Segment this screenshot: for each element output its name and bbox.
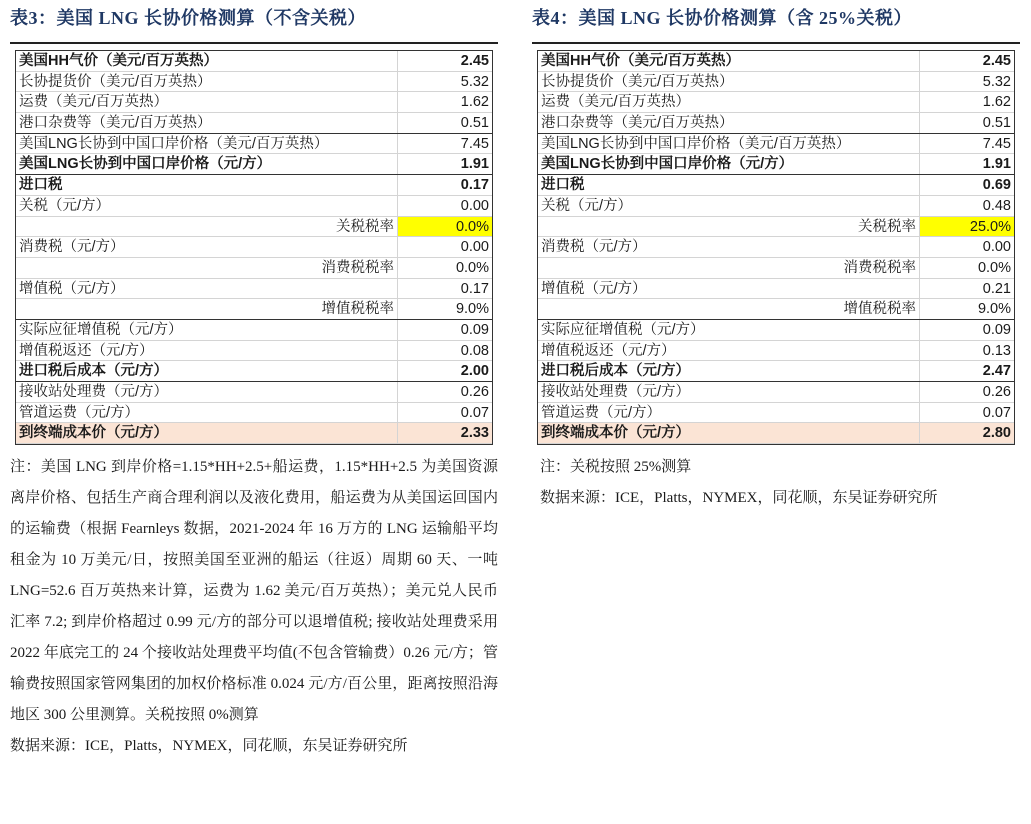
row-label: 管道运费（元/方） <box>538 403 920 423</box>
row-value: 0.08 <box>460 342 489 359</box>
table-row <box>16 51 492 72</box>
row-label: 进口税后成本（元/方） <box>16 361 398 381</box>
row-label: 增值税返还（元/方） <box>16 341 398 361</box>
row-value: 0.07 <box>460 404 489 421</box>
row-value: 25.0% <box>920 217 1014 237</box>
row-value: 2.33 <box>460 425 489 442</box>
row-label: 美国LNG长协到中国口岸价格（美元/百万英热） <box>538 134 920 154</box>
table-row <box>538 403 1014 424</box>
row-value: 0.00 <box>460 239 489 256</box>
table-row <box>538 154 1014 175</box>
table-row <box>538 341 1014 362</box>
table-row <box>538 175 1014 196</box>
row-value: 0.26 <box>982 384 1011 400</box>
table-row <box>16 258 492 279</box>
table-row <box>538 237 1014 258</box>
row-label: 实际应征增值税（元/方） <box>16 320 398 340</box>
row-value: 0.26 <box>460 384 489 400</box>
row-label: 美国LNG长协到中国口岸价格（美元/百万英热） <box>16 134 398 154</box>
row-value: 0.07 <box>982 404 1011 421</box>
row-label: 到终端成本价（元/方） <box>16 423 398 443</box>
row-value: 9.0% <box>977 301 1011 318</box>
table-row <box>16 175 492 196</box>
table-row <box>538 196 1014 217</box>
table-row <box>16 299 492 320</box>
row-label: 运费（美元/百万英热） <box>538 92 920 112</box>
row-value: 0.69 <box>982 177 1011 194</box>
row-label: 关税税率 <box>538 217 920 237</box>
row-value: 0.51 <box>982 115 1011 132</box>
row-label: 增值税税率 <box>538 299 920 319</box>
row-value: 0.0% <box>398 217 492 237</box>
table-row <box>16 320 492 341</box>
table-row <box>538 51 1014 72</box>
table-4-note: 注：关税按照 25%测算 <box>540 459 692 475</box>
table-row <box>538 72 1014 93</box>
table-row <box>538 279 1014 300</box>
row-label: 接收站处理费（元/方） <box>538 382 920 402</box>
table-row <box>538 113 1014 134</box>
row-label: 长协提货价（美元/百万英热） <box>538 72 920 92</box>
row-label: 消费税（元/方） <box>16 237 398 257</box>
table-row <box>16 154 492 175</box>
row-value: 0.09 <box>460 321 489 338</box>
row-label: 消费税（元/方） <box>538 237 920 257</box>
table-row <box>16 382 492 403</box>
row-value: 1.91 <box>982 156 1011 173</box>
row-value: 0.21 <box>982 280 1011 297</box>
row-value: 1.91 <box>460 156 489 173</box>
row-label: 接收站处理费（元/方） <box>16 382 398 402</box>
row-label: 关税（元/方） <box>16 196 398 216</box>
row-label: 关税税率 <box>16 217 398 237</box>
table-4-frame <box>532 42 1020 442</box>
row-label: 港口杂费等（美元/百万英热） <box>16 113 398 133</box>
row-label: 到终端成本价（元/方） <box>538 423 920 443</box>
row-value: 0.00 <box>460 197 489 214</box>
table-3-frame <box>10 42 498 442</box>
table-row <box>16 403 492 424</box>
table-row <box>16 92 492 113</box>
table-3-source: 数据来源：ICE，Platts，NYMEX，同花顺，东吴证券研究所 <box>10 738 408 754</box>
row-value: 0.0% <box>455 259 489 276</box>
row-value: 2.00 <box>460 363 489 380</box>
row-label: 美国LNG长协到中国口岸价格（元/方） <box>538 154 920 174</box>
row-value: 5.32 <box>460 73 489 90</box>
row-label: 管道运费（元/方） <box>16 403 398 423</box>
row-label: 美国LNG长协到中国口岸价格（元/方） <box>16 154 398 174</box>
table-row <box>538 258 1014 279</box>
row-label: 美国HH气价（美元/百万英热） <box>538 51 920 71</box>
table-row <box>538 299 1014 320</box>
row-value: 7.45 <box>460 135 489 152</box>
row-value: 0.09 <box>982 321 1011 338</box>
table-row <box>538 423 1014 444</box>
table-row <box>16 237 492 258</box>
row-value: 2.47 <box>982 363 1011 380</box>
table-row <box>538 92 1014 113</box>
row-value: 2.45 <box>982 53 1011 69</box>
row-value: 1.62 <box>982 94 1011 111</box>
table-3 <box>15 50 493 445</box>
table-row <box>538 217 1014 238</box>
row-value: 0.17 <box>460 280 489 297</box>
row-value: 5.32 <box>982 73 1011 90</box>
row-label: 增值税（元/方） <box>538 279 920 299</box>
row-label: 运费（美元/百万英热） <box>16 92 398 112</box>
row-value: 0.00 <box>982 239 1011 256</box>
table-row <box>538 361 1014 382</box>
table-row <box>16 134 492 155</box>
table-row <box>16 361 492 382</box>
row-label: 关税（元/方） <box>538 196 920 216</box>
row-value: 2.80 <box>982 425 1011 442</box>
table-3-notes <box>10 452 498 762</box>
row-label: 进口税 <box>538 175 920 195</box>
row-value: 2.45 <box>460 53 489 69</box>
table-4-title: 表4：美国 LNG 长协价格测算（含 25%关税） <box>532 8 913 28</box>
row-label: 进口税 <box>16 175 398 195</box>
table-row <box>16 279 492 300</box>
table-row <box>16 341 492 362</box>
table-4-source: 数据来源：ICE，Platts，NYMEX，同花顺，东吴证券研究所 <box>540 490 938 506</box>
table-row <box>538 382 1014 403</box>
row-label: 消费税税率 <box>16 258 398 278</box>
table-row <box>16 423 492 444</box>
table-row <box>16 72 492 93</box>
row-value: 0.17 <box>460 177 489 194</box>
table-row <box>16 113 492 134</box>
table-row <box>16 217 492 238</box>
row-value: 9.0% <box>455 301 489 318</box>
row-value: 7.45 <box>982 135 1011 152</box>
row-label: 消费税税率 <box>538 258 920 278</box>
row-label: 增值税返还（元/方） <box>538 341 920 361</box>
table-row <box>538 320 1014 341</box>
table-row <box>538 134 1014 155</box>
row-value: 0.51 <box>460 115 489 132</box>
row-label: 增值税（元/方） <box>16 279 398 299</box>
row-label: 美国HH气价（美元/百万英热） <box>16 51 398 71</box>
row-label: 进口税后成本（元/方） <box>538 361 920 381</box>
row-value: 0.48 <box>982 197 1011 214</box>
table-row <box>16 196 492 217</box>
row-value: 0.13 <box>982 342 1011 359</box>
row-value: 0.0% <box>977 259 1011 276</box>
table-3-note: 注：美国 LNG 到岸价格=1.15*HH+2.5+船运费，1.15*HH+2.5 为美国资源离岸价格、包括生产商合理利润以及液化费用，船运费为从美国运回国内的运输费（根据 Fearnleys 数据，2021-2024 年 16 万方的 LNG 运输船平均租金为 10 万美元/日，按照美国至亚洲的船运（往返）周期 60 天、一吨 LNG=52.6 百万英热来计算，运费为 1.62 美元/百万英热）；美元兑人民币汇率 7.2; 到岸价格超过 0.99 元/方的部分可以退增值税; 接收站处理费采用 2022 年底完工的 24 个接收站处理费平均值(不包含管输费）0.26 元/方；管输费按照国家管网集团的加权价格标准 0.024 元/方/百公里，距离按照沿海地区 300 公里测算。关税按照 0%测算 <box>10 459 498 723</box>
row-label: 增值税税率 <box>16 299 398 319</box>
row-label: 港口杂费等（美元/百万英热） <box>538 113 920 133</box>
table-4-notes <box>540 452 1020 514</box>
row-value: 1.62 <box>460 94 489 111</box>
row-label: 实际应征增值税（元/方） <box>538 320 920 340</box>
table-3-title: 表3：美国 LNG 长协价格测算（不含关税） <box>10 8 367 28</box>
row-label: 长协提货价（美元/百万英热） <box>16 72 398 92</box>
table-4 <box>537 50 1015 445</box>
